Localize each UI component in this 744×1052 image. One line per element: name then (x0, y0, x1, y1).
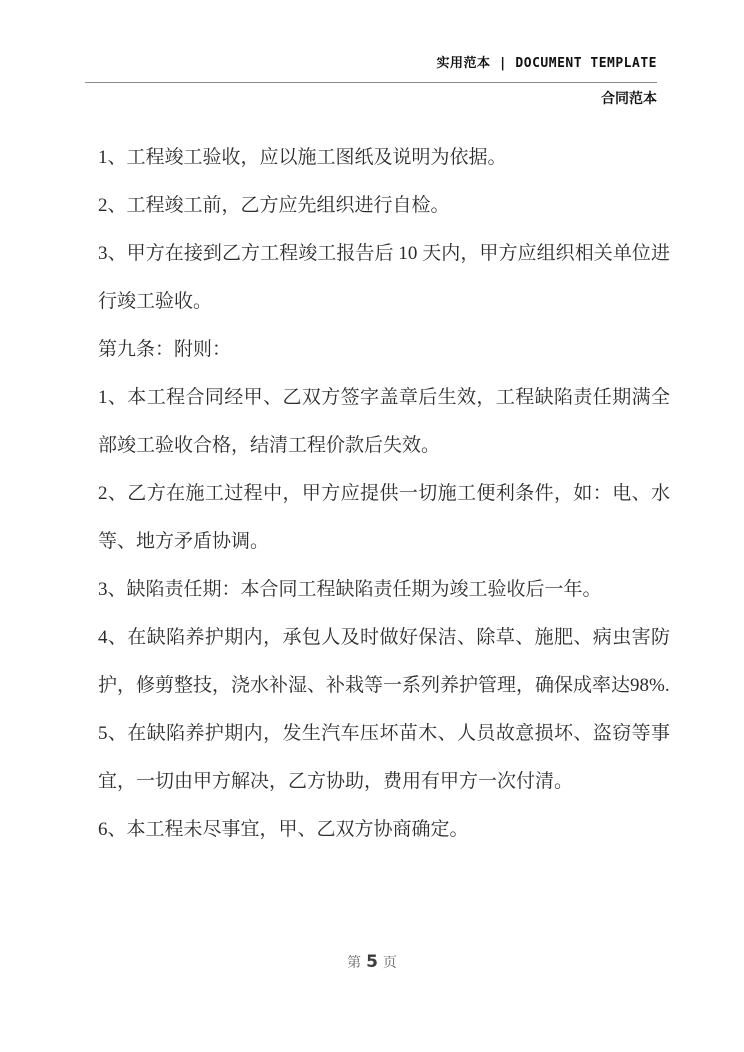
header-brand-text: 实用范本 | DOCUMENT TEMPLATE (436, 56, 657, 71)
document-body (98, 134, 670, 854)
paragraph: 2、工程竣工前，乙方应先组织进行自检。 (98, 195, 450, 216)
page-footer (0, 950, 744, 976)
header-divider (85, 82, 657, 83)
page-label-suffix: 页 (382, 956, 397, 971)
header-subtitle: 合同范本 (601, 92, 657, 107)
paragraph: 3、缺陷责任期：本合同工程缺陷责任期为竣工验收后一年。 (98, 579, 602, 600)
section-heading: 第九条：附则： (98, 339, 232, 360)
paragraph: 3、甲方在接到乙方工程竣工报告后 10 天内，甲方应组织相关单位进行竣工验收。 (98, 243, 670, 312)
paragraph: 2、乙方在施工过程中，甲方应提供一切施工便利条件，如：电、水等、地方矛盾协调。 (98, 483, 670, 552)
paragraph: 4、在缺陷养护期内，承包人及时做好保洁、除草、施肥、病虫害防护，修剪整技，浇水补湿、补栽等一系列养护管理，确保成率达98%. (98, 627, 670, 696)
paragraph: 6、本工程未尽事宜，甲、乙双方协商确定。 (98, 819, 469, 840)
page-label-prefix: 第 (347, 956, 362, 971)
paragraph: 5、在缺陷养护期内，发生汽车压坏苗木、人员故意损坏、盗窃等事宜，一切由甲方解决，乙方协助，费用有甲方一次付清。 (98, 723, 670, 792)
paragraph: 1、本工程合同经甲、乙双方签字盖章后生效，工程缺陷责任期满全部竣工验收合格，结清工程价款后失效。 (98, 387, 670, 456)
page-number: 5 (366, 952, 378, 972)
paragraph: 1、工程竣工验收，应以施工图纸及说明为依据。 (98, 147, 507, 168)
